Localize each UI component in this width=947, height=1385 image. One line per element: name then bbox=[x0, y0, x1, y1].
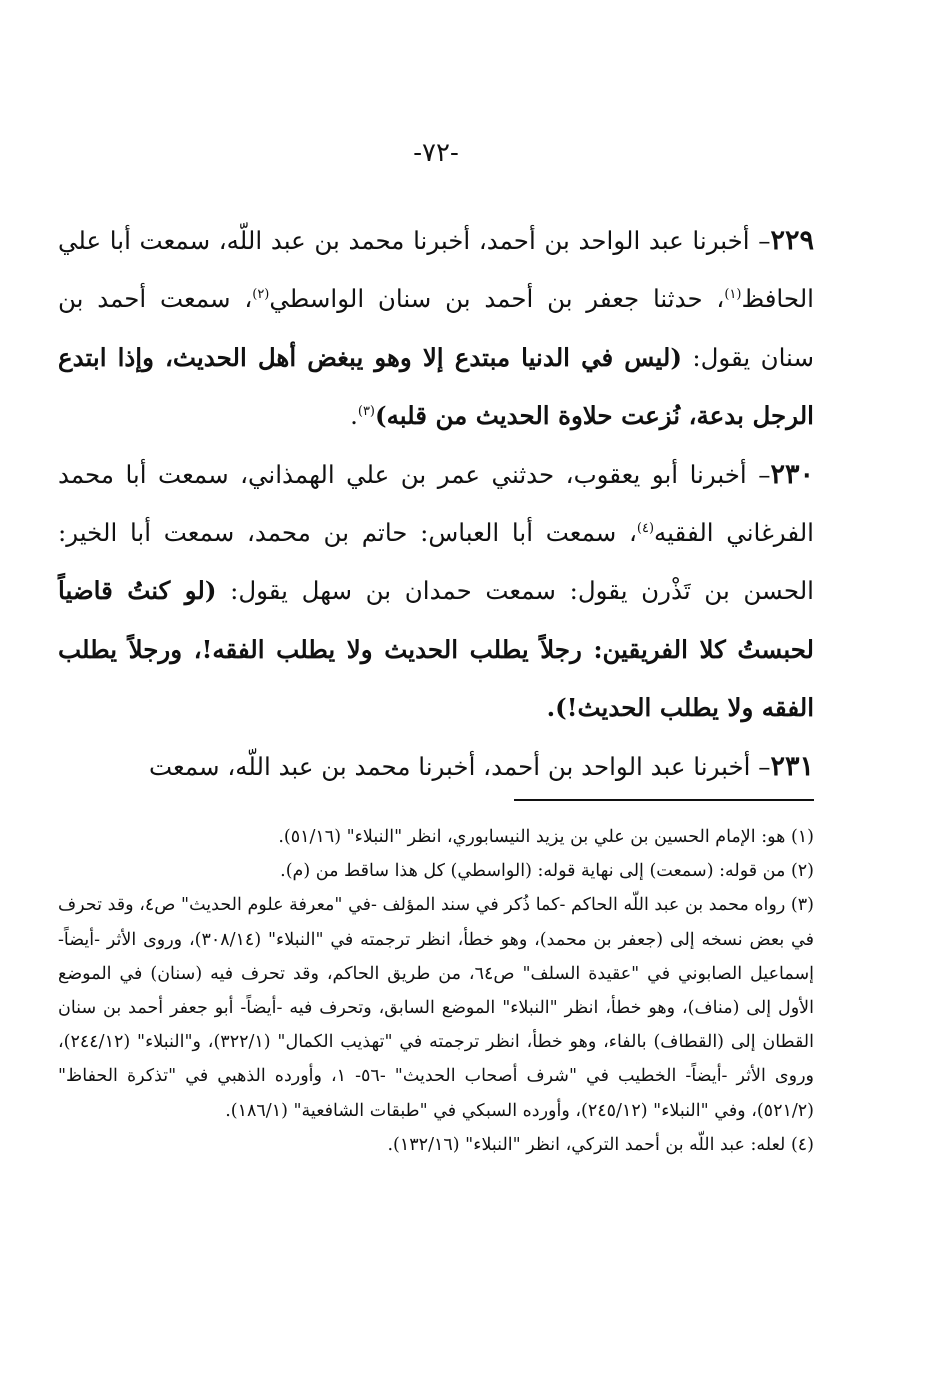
paragraph-number: ٢٢٩ bbox=[770, 225, 814, 256]
bold-quote: (ليس في الدنيا مبتدع إلا وهو يبغض أهل الحديث، وإذا ابتدع الرجل بدعة، نُزعت حلاوة الحديث من قلبه) bbox=[58, 342, 814, 431]
footnote-marker: (٣) bbox=[357, 404, 375, 420]
book-page bbox=[58, 0, 814, 1385]
footnote-4: (٤) لعله: عبد اللّه بن أحمد التركي، انظر "النبلاء" (١٣٢/١٦). bbox=[387, 1134, 814, 1155]
footnote-1: (١) هو: الإمام الحسين بن علي بن يزيد النيسابوري، انظر "النبلاء" (٥١/١٦). bbox=[278, 827, 814, 847]
paragraph-230 bbox=[58, 446, 814, 738]
footnotes bbox=[58, 820, 814, 1162]
bold-quote: (لو كنتُ قاضياً لحبستُ كلا الفريقين: رجلاً يطلب الحديث ولا يطلب الفقه!، ورجلاً يطلب الفقه ولا يطلب الحديث!). bbox=[58, 576, 814, 723]
text-segment: ، حدثنا جعفر بن أحمد بن سنان الواسطي bbox=[269, 284, 725, 314]
footnote-2: (٢) من قوله: (سمعت) إلى نهاية قوله: (الواسطي) كل هذا ساقط من (م). bbox=[280, 861, 814, 882]
paragraph-number: ٢٣٠ bbox=[770, 458, 814, 490]
footnote-marker: (٢) bbox=[252, 287, 270, 303]
main-text bbox=[58, 212, 814, 796]
page-number: -٧٢- bbox=[413, 138, 459, 168]
footnote-divider bbox=[514, 799, 814, 801]
text-segment: ، سمعت أبا العباس: حاتم بن محمد، سمعت أبا الخير: الحسن بن تَذْرن يقول: سمعت حمدان بن سهل يقول: bbox=[58, 518, 814, 606]
text-segment: – أخبرنا عبد الواحد بن أحمد، أخبرنا محمد بن عبد اللّه، سمعت bbox=[149, 751, 771, 781]
footnote-3: (٣) رواه محمد بن عبد اللّه الحاكم -كما ذُكر في سند المؤلف -في "معرفة علوم الحديث" ص٤، وقد تحرف في بعض نسخه إلى (جعفر بن محمد)، وهو خطأ، انظر ترجمته في "النبلاء" (٣٠٨/١٤)، وروى الأثر -أيضاً- إسماعيل الصابوني في "عقيدة السلف" ص٦٤، من طريق الحاكم، وقد تحرف فيه (سنان) في الموضع الأول إلى (مناف)، وهو خطأ، انظر "النبلاء" الموضع السابق، وتحرف فيه -أيضاً- أبو جعفر أحمد بن سنان القطان إلى (القطاف) بالفاء، وهو خطأ، انظر ترجمته في "تهذيب الكمال" (٣٢٢/١)، و"النبلاء" (٢٤٤/١٢)، وروى الأثر -أيضاً- الخطيب في "شرف أصحاب الحديث" -٥٦- ١، وأورده الذهبي في "تذكرة الحفاظ" (٥٢١/٢)، وفي "النبلاء" (٢٤٥/١٢)، وأورده السبكي في "طبقات الشافعية" (١٨٦/١). bbox=[58, 895, 814, 1121]
text-segment: – أخبرنا أبو يعقوب، حدثني عمر بن علي الهمذاني، سمعت أبا محمد الفرغاني الفقيه bbox=[58, 459, 814, 548]
paragraph-231 bbox=[58, 738, 814, 796]
footnote-marker: (٤) bbox=[636, 520, 655, 536]
text-segment: – أخبرنا عبد الواحد بن أحمد، أخبرنا محمد بن عبد اللّه، سمعت أبا علي الحافظ bbox=[58, 226, 814, 314]
paragraph-229 bbox=[58, 212, 814, 446]
text-segment: ، سمعت أحمد بن سنان يقول: bbox=[58, 284, 814, 372]
footnote-marker: (١) bbox=[724, 287, 742, 303]
text-segment: . bbox=[350, 401, 358, 431]
paragraph-number: ٢٣١ bbox=[770, 750, 814, 782]
